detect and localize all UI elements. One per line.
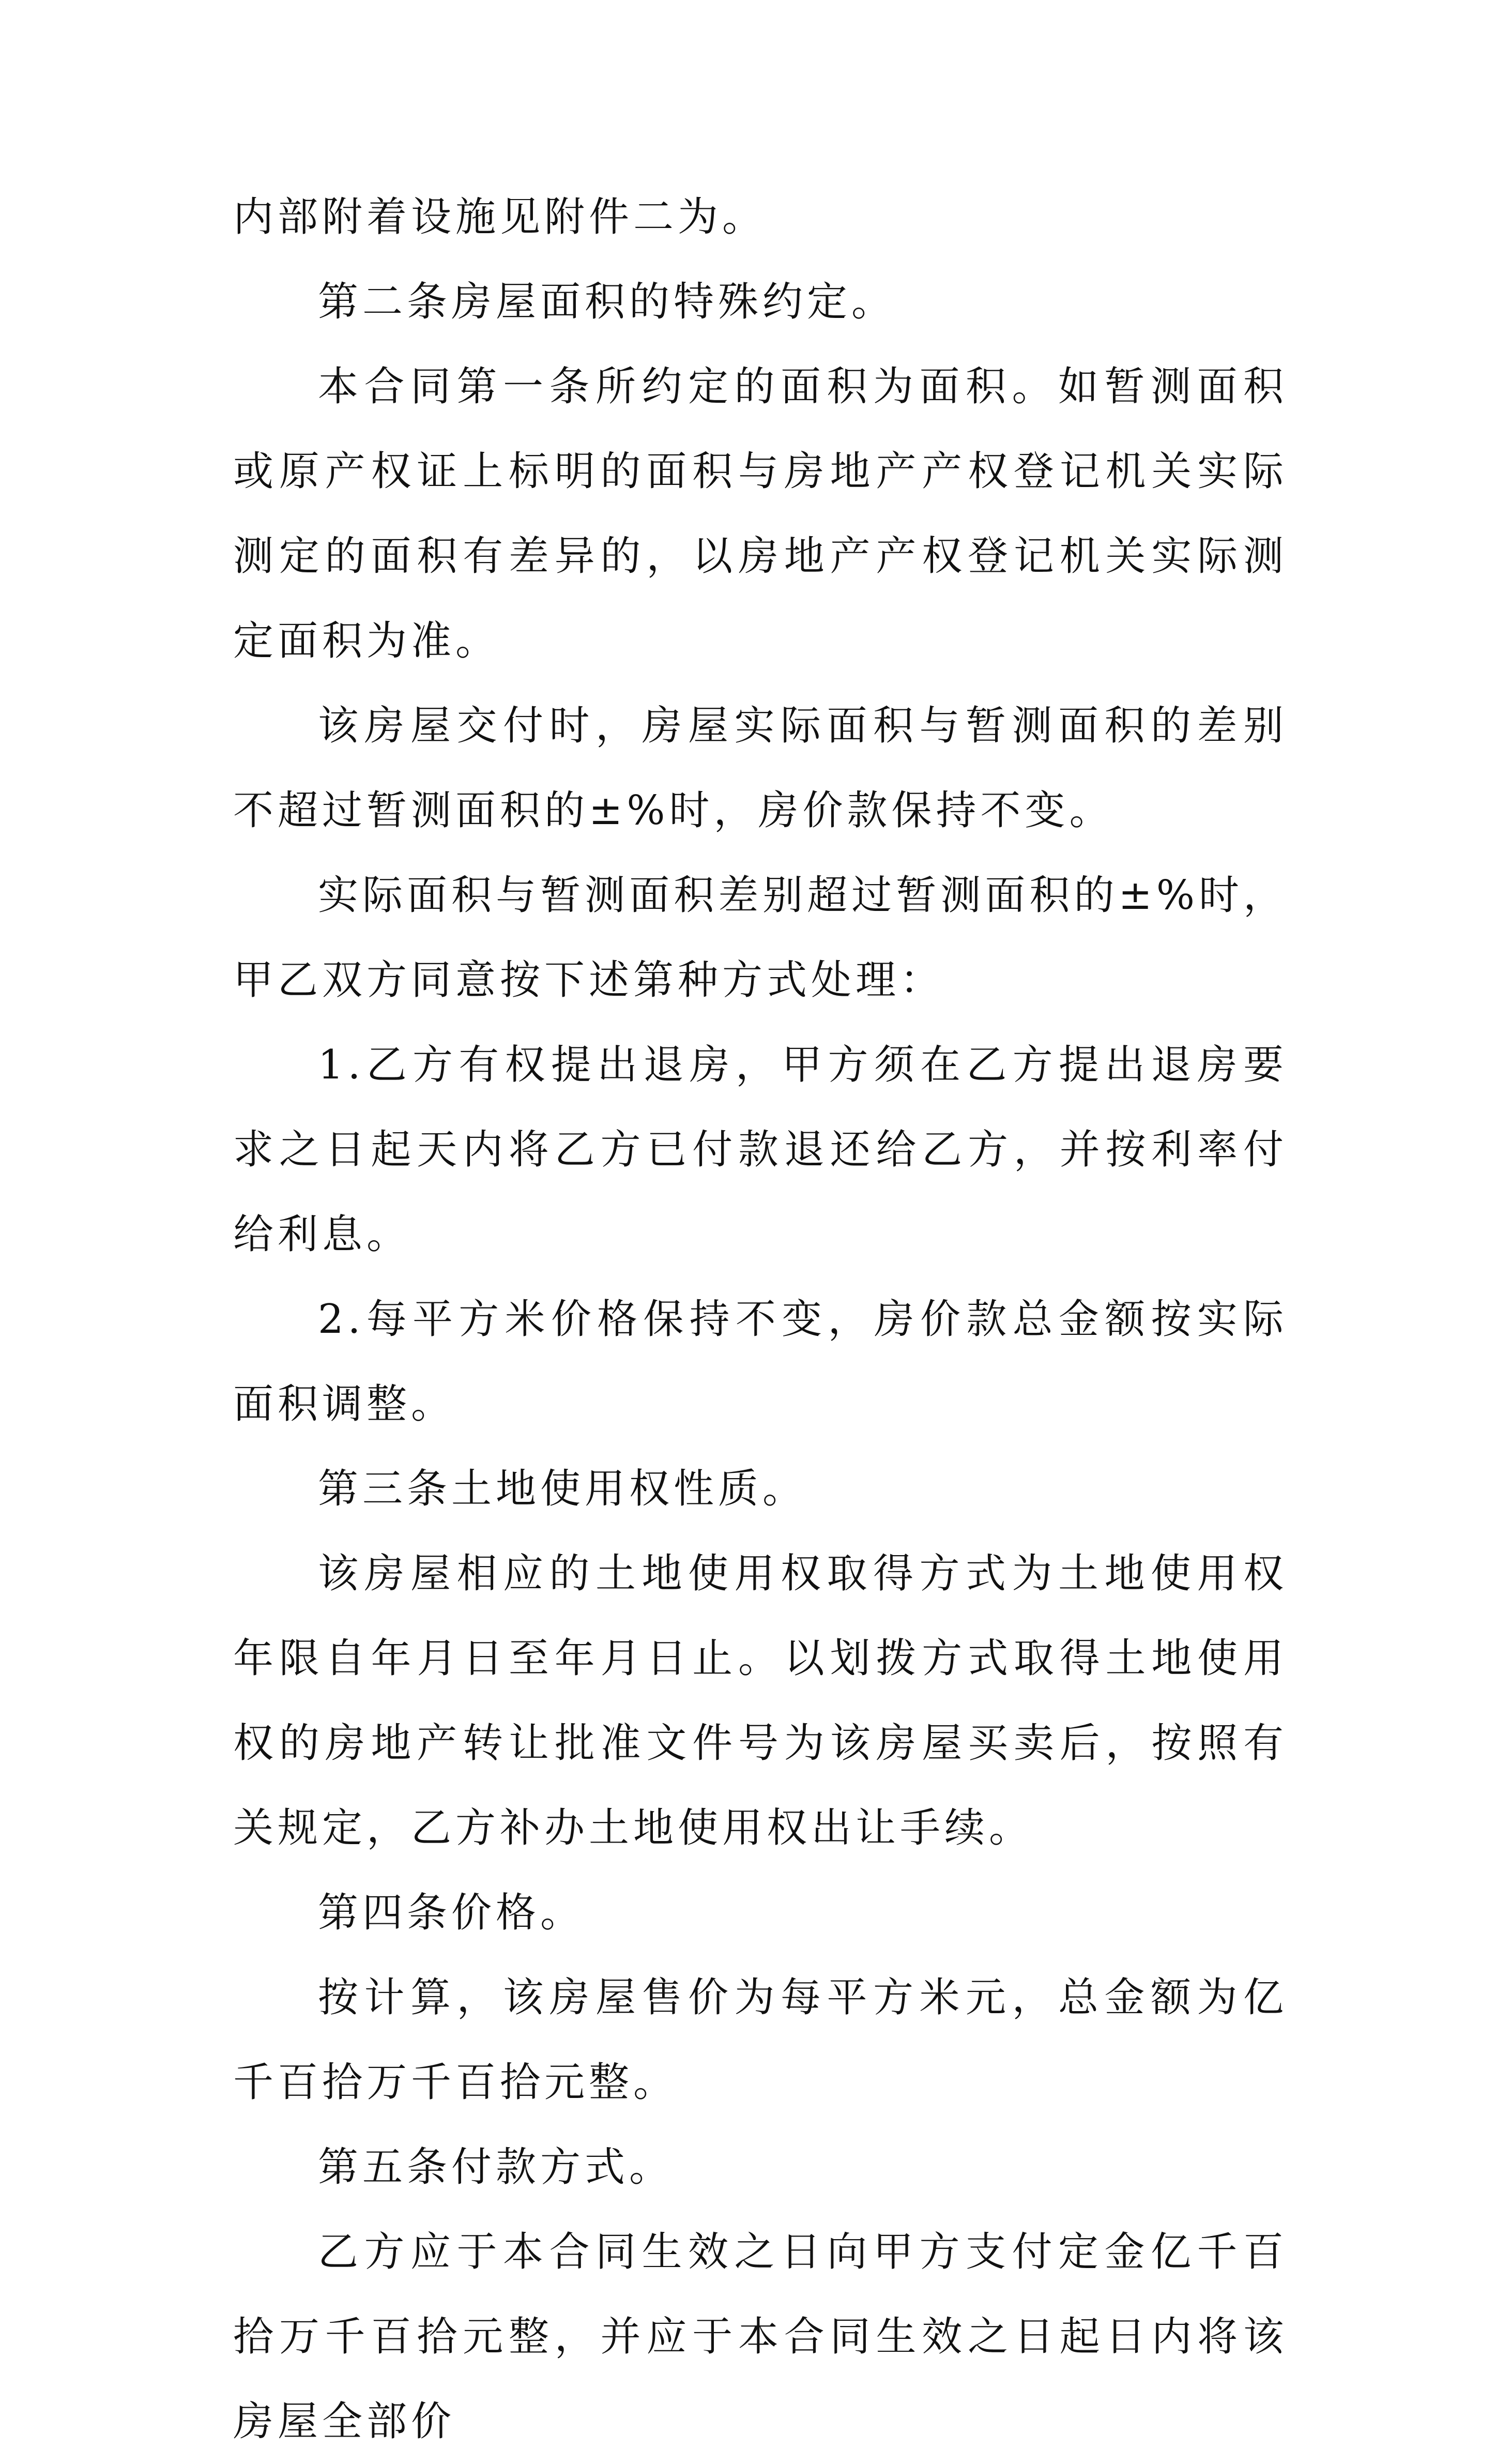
paragraph: 乙方应于本合同生效之日向甲方支付定金亿千百拾万千百拾元整，并应于本合同生效之日起日内将该房屋全部价 <box>233 2229 1288 2445</box>
paragraph: 该房屋相应的土地使用权取得方式为土地使用权年限自年月日至年月日止。以划拨方式取得土地使用权的房地产转让批准文件号为该房屋买卖后，按照有关规定，乙方补办土地使用权出让手续。 <box>233 1550 1288 1851</box>
paragraph: 实际面积与暂测面积差别超过暂测面积的±%时，甲乙双方同意按下述第种方式处理： <box>233 872 1288 1003</box>
contract-body <box>233 175 1288 2464</box>
paragraph: 2.每平方米价格保持不变，房价款总金额按实际面积调整。 <box>233 1296 1288 1427</box>
paragraph: 本合同第一条所约定的面积为面积。如暂测面积或原产权证上标明的面积与房地产产权登记机关实际测定的面积有差异的，以房地产产权登记机关实际测定面积为准。 <box>233 363 1288 664</box>
paragraph: 第二条房屋面积的特殊约定。 <box>318 279 896 325</box>
paragraph: 按计算，该房屋售价为每平方米元，总金额为亿千百拾万千百拾元整。 <box>233 1974 1288 2106</box>
paragraph: 第四条价格。 <box>318 1890 585 1936</box>
paragraph: 内部附着设施见附件二为。 <box>233 194 767 240</box>
paragraph: 第三条土地使用权性质。 <box>318 1466 807 1512</box>
paragraph: 第五条付款方式。 <box>318 2144 674 2191</box>
paragraph: 1.乙方有权提出退房，甲方须在乙方提出退房要求之日起天内将乙方已付款退还给乙方，并按利率付给利息。 <box>233 1042 1288 1258</box>
paragraph: 该房屋交付时，房屋实际面积与暂测面积的差别不超过暂测面积的±%时，房价款保持不变。 <box>233 703 1288 834</box>
